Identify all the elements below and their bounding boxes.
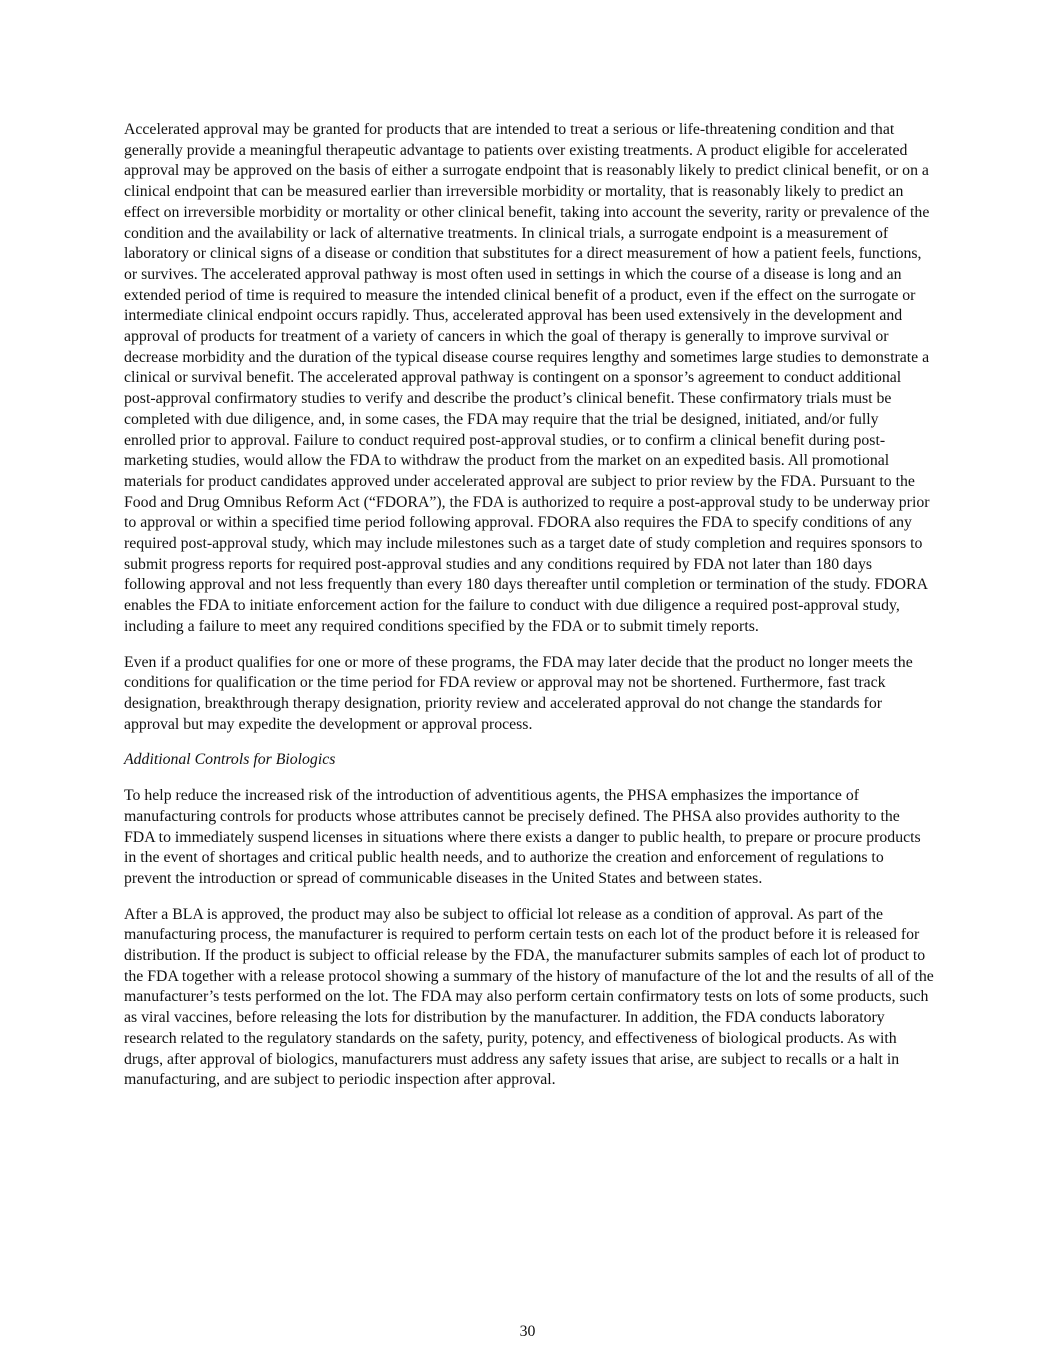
paragraph-phsa-controls: To help reduce the increased risk of the introduction of adventitious agents, the PHSA emphasizes the importance of manufacturing controls for products whose attributes cannot be precisely defined. The PHSA also provides authority to the FDA to immediately suspend licenses in situations where there exists a danger to public health, to prepare or procure products in the event of shortages and critical public health needs, and to authorize the creation and enforcement of regulations to prevent the introduction or spread of communicable diseases in the United States and between states.: [124, 787, 921, 887]
page-body: [124, 120, 934, 1106]
paragraph-lot-release: After a BLA is approved, the product may also be subject to official lot release as a condition of approval. As part of the manufacturing process, the manufacturer is required to perform certain tests on each lot of the product before it is released for distribution. If the product is subject to official release by the FDA, the manufacturer submits samples of each lot of product to the FDA together with a release protocol showing a summary of the history of manufacture of the lot and the results of all of the manufacturer’s tests performed on the lot. The FDA may also perform certain confirmatory tests on lots of some products, such as viral vaccines, before releasing the lots for distribution by the manufacturer. In addition, the FDA conducts laboratory research related to the regulatory standards on the safety, purity, potency, and effectiveness of biological products. As with drugs, after approval of biologics, manufacturers must address any safety issues that arise, are subject to recalls or a halt in manufacturing, and are subject to periodic inspection after approval.: [124, 905, 934, 1089]
page-number: 30: [519, 1323, 536, 1340]
section-heading: Additional Controls for Biologics: [124, 751, 336, 769]
paragraph-program-qualification: Even if a product qualifies for one or more of these programs, the FDA may later decide that the product no longer meets the conditions for qualification or the time period for FDA review or approval may not be shortened. Furthermore, fast track designation, breakthrough therapy designation, priority review and accelerated approval do not change the standards for approval but may expedite the development or approval process.: [124, 653, 913, 733]
paragraph-accelerated-approval: Accelerated approval may be granted for products that are intended to treat a serious or life-threatening condition and that generally provide a meaningful therapeutic advantage to patients over existing treatments. A product eligible for accelerated approval may be approved on the basis of either a surrogate endpoint that is reasonably likely to predict clinical benefit, or on a clinical endpoint that can be measured earlier than irreversible morbidity or mortality, that is reasonably likely to predict an effect on irreversible morbidity or mortality or other clinical benefit, taking into account the severity, rarity or prevalence of the condition and the availability or lack of alternative treatments. In clinical trials, a surrogate endpoint is a measurement of laboratory or clinical signs of a disease or condition that substitutes for a direct measurement of how a patient feels, functions, or survives. The accelerated approval pathway is most often used in settings in which the course of a disease is long and an extended period of time is required to measure the intended clinical benefit of a product, even if the effect on the surrogate or intermediate clinical endpoint occurs rapidly. Thus, accelerated approval has been used extensively in the development and approval of products for treatment of a variety of cancers in which the goal of therapy is generally to improve survival or decrease morbidity and the duration of the typical disease course requires lengthy and sometimes large studies to demonstrate a clinical or survival benefit. The accelerated approval pathway is contingent on a sponsor’s agreement to conduct additional post-approval confirmatory studies to verify and describe the product’s clinical benefit. These confirmatory trials must be completed with due diligence, and, in some cases, the FDA may require that the trial be designed, initiated, and/or fully enrolled prior to approval. Failure to conduct required post-approval studies, or to confirm a clinical benefit during post-marketing studies, would allow the FDA to withdraw the product from the market on an expedited basis. All promotional materials for product candidates approved under accelerated approval are subject to prior review by the FDA. Pursuant to the Food and Drug Omnibus Reform Act (“FDORA”), the FDA is authorized to require a post-approval study to be underway prior to approval or within a specified time period following approval. FDORA also requires the FDA to specify conditions of any required post-approval study, which may include milestones such as a target date of study completion and requires sponsors to submit progress reports for required post-approval studies and any conditions required by FDA not later than 180 days following approval and not less frequently than every 180 days thereafter until completion or termination of the study. FDORA enables the FDA to initiate enforcement action for the failure to conduct with due diligence a required post-approval study, including a failure to meet any required conditions specified by the FDA or to submit timely reports.: [124, 121, 930, 635]
